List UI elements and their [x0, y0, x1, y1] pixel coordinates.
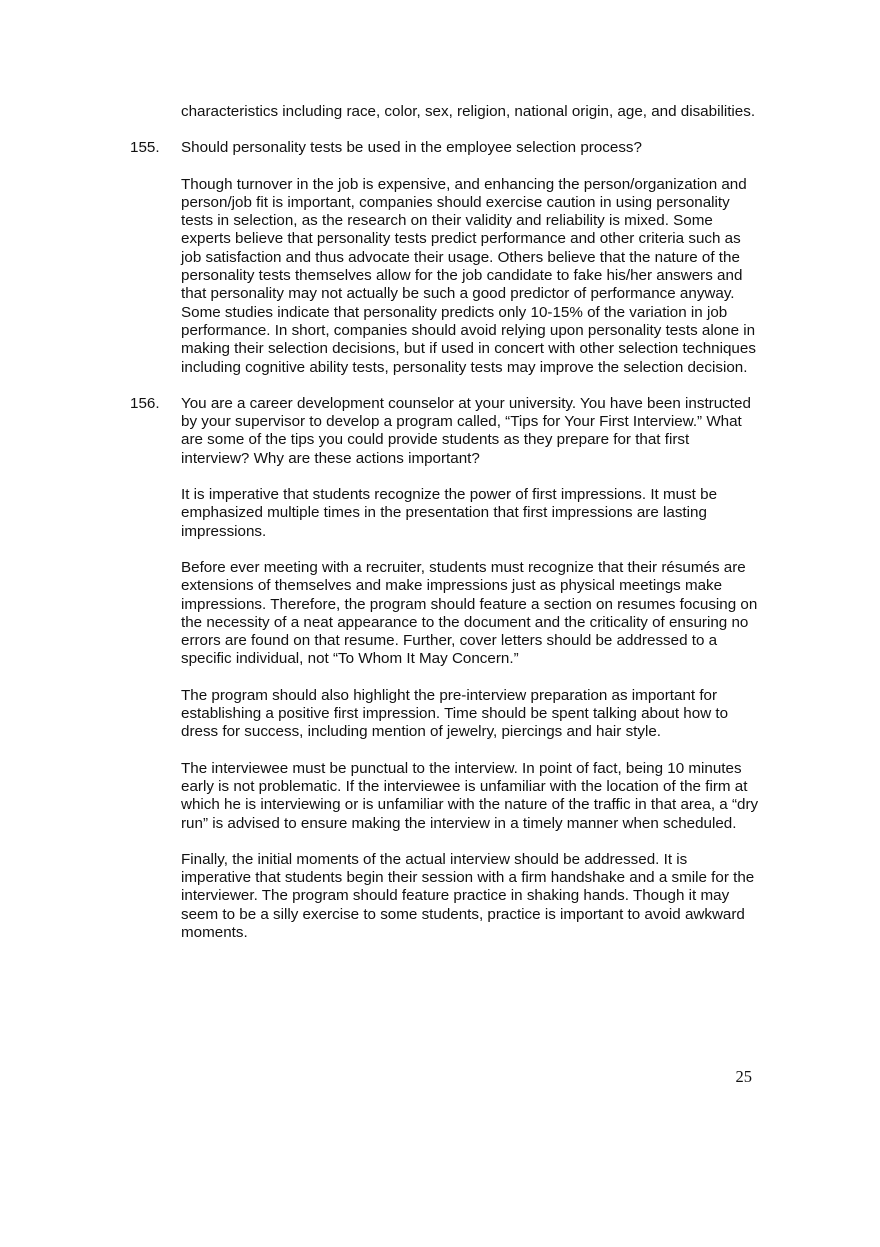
question-155 [130, 139, 760, 157]
answer-156-paragraph-2 [181, 559, 760, 669]
answer-text: The program should also highlight the pre-interview preparation as important for establishing a positive first impression. Time should be spent talking about how to dress for success, including mention of jewelry, piercings and hair style. [181, 686, 729, 741]
page-content [130, 103, 760, 960]
answer-text: The interviewee must be punctual to the interview. In point of fact, being 10 minutes early is not problematic. If the interviewee is unfamiliar with the location of the firm at which he is interviewing or is unfamiliar with the nature of the traffic in that area, a “dry run” is advised to ensure making the interview in a timely manner when scheduled. [181, 759, 759, 832]
question-156 [130, 395, 760, 468]
page-number: 25 [735, 1067, 752, 1086]
answer-text: Finally, the initial moments of the actual interview should be addressed. It is imperative that students begin their session with a firm handshake and a smile for the interviewer. The program should feature practice in shaking hands. Though it may seem to be a silly exercise to some students, practice is important to avoid awkward moments. [181, 850, 755, 941]
answer-text: It is imperative that students recognize the power of first impressions. It must be emphasized multiple times in the presentation that first impressions are lasting impressions. [181, 486, 718, 540]
answer-156-paragraph-5 [181, 851, 760, 942]
answer-155-paragraph-1 [181, 176, 760, 377]
question-number: 156. [130, 394, 160, 412]
intro-continuation-text: characteristics including race, color, sex, religion, national origin, age, and disabilities. [181, 103, 756, 120]
question-number: 155. [130, 139, 160, 157]
answer-text: Before ever meeting with a recruiter, students must recognize that their résumés are extensions of themselves and make impressions just as physical meetings make impressions. Therefore, the program should feature a section on resumes focusing on the necessity of a neat appearance to the document and the criticality of ensuring no errors are found on that resume. Further, cover letters should be addressed to a specific individual, not “To Whom It May Concern.” [181, 558, 758, 668]
answer-text: Though turnover in the job is expensive, and enhancing the person/organization and person/job fit is important, companies should exercise caution in using personality tests in selection, as the research on their validity and reliability is mixed. Some experts believe that personality tests predict performance and other criteria such as job satisfaction and thus advocate their usage. Others believe that the nature of the personality tests themselves allow for the job candidate to fake his/her answers and that personality may not actually be such a good predictor of performance anyway. Some studies indicate that personality predicts only 10-15% of the variation in job performance. In short, companies should avoid relying upon personality tests alone in making their selection decisions, but if used in concert with other selection techniques including cognitive ability tests, personality tests may improve the selection decision. [181, 175, 756, 376]
answer-156-paragraph-1 [181, 486, 760, 541]
intro-continuation-paragraph [181, 103, 760, 121]
answer-156-paragraph-4 [181, 760, 760, 833]
question-text: You are a career development counselor at your university. You have been instructed by your supervisor to develop a program called, “Tips for Your First Interview.” What are some of the tips you could provide students as they prepare for that first interview? Why are these actions important? [181, 394, 751, 467]
answer-156-paragraph-3 [181, 687, 760, 742]
question-text: Should personality tests be used in the employee selection process? [181, 139, 642, 157]
